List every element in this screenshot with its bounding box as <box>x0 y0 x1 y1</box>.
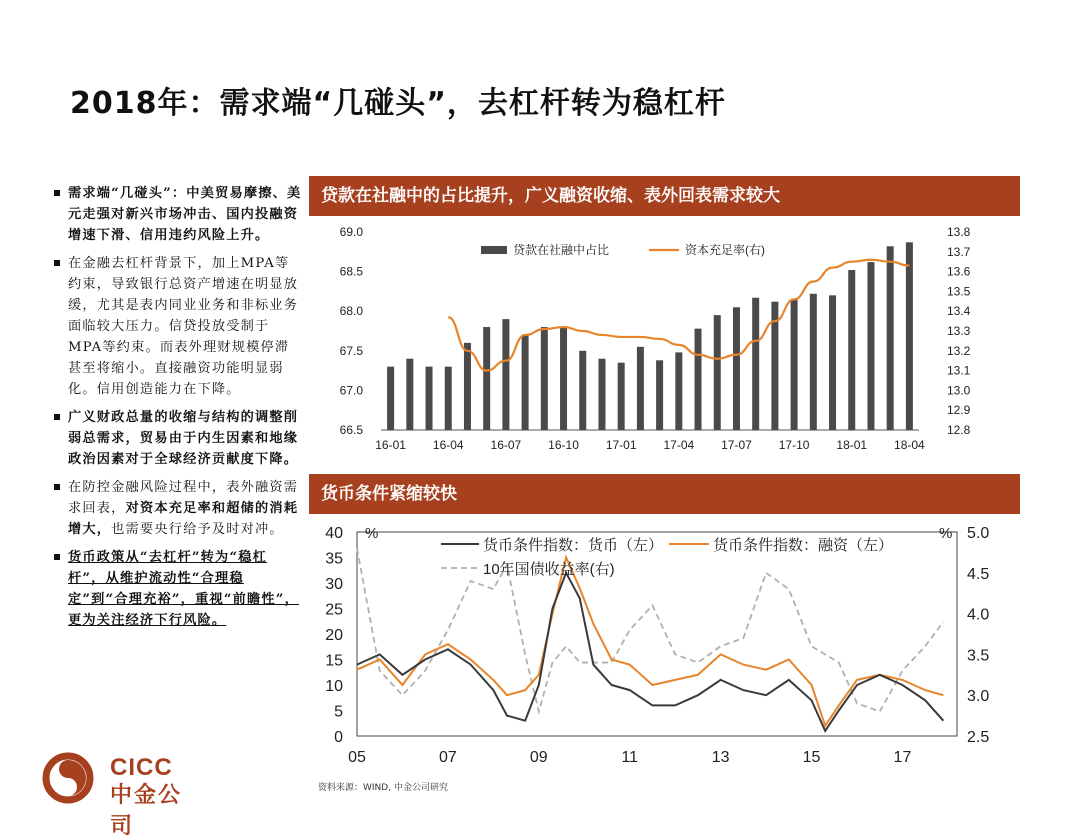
y2-tick-label: 12.8 <box>947 423 971 437</box>
bar <box>791 299 798 430</box>
x-tick-label: 17-01 <box>605 438 637 452</box>
bullet-list <box>52 183 302 638</box>
y-tick-label: 67.5 <box>339 343 363 358</box>
bar <box>637 347 644 430</box>
y-tick-label: 68.5 <box>339 264 363 279</box>
x-tick-label: 16-04 <box>432 438 464 452</box>
bullet-marker <box>54 554 60 560</box>
bar <box>656 360 663 430</box>
y-tick-label: 15 <box>325 652 343 670</box>
bar <box>752 298 759 430</box>
bar <box>445 367 452 430</box>
y2-tick-label: 3.5 <box>967 647 990 665</box>
y-tick-label: 20 <box>325 627 343 644</box>
y2-tick-label: 13.2 <box>947 343 971 358</box>
y2-tick-label: 13.3 <box>947 324 971 338</box>
y2-tick-label: 13.8 <box>947 225 971 239</box>
bar <box>867 262 874 430</box>
x-tick-label: 17-07 <box>721 438 752 452</box>
y2-tick-label: 4.5 <box>967 565 990 583</box>
bar <box>829 295 836 430</box>
bullet-highlight: 对资本充足率和超储的消耗增大， <box>68 501 299 537</box>
x-tick-label: 07 <box>439 749 457 766</box>
bar <box>483 327 490 430</box>
bar <box>618 363 625 430</box>
bullet-text: 在金融去杠杆背景下，加上MPA等约束，导致银行总资产增速在明显放缓，尤其是表内同业业务和非标业务面临较大压力。信贷投放受制于MPA等约束。而表外理财规模停滞甚至将缩小。直接融资功能明显弱化。信用创造能力在下降。 <box>68 256 299 397</box>
loan-share-chart <box>309 216 1020 464</box>
y2-tick-label: 12.9 <box>947 403 971 418</box>
bullet-marker <box>54 484 60 490</box>
y-tick-label: 68.0 <box>339 304 363 319</box>
y2-tick-label: 4.0 <box>967 606 990 624</box>
bar <box>733 307 740 430</box>
x-tick-label: 09 <box>529 749 548 766</box>
bullet-text: 广义财政总量的收缩与结构的调整削弱总需求，贸易由于内生因素和地缘政治因素对于全球经济贡献度下降。 <box>68 410 299 467</box>
logo-text-en: CICC <box>110 754 173 781</box>
legend-label: 贷款在社融中占比 <box>513 243 610 257</box>
x-tick-label: 11 <box>621 749 639 766</box>
y-tick-label: 30 <box>325 576 343 593</box>
bar <box>406 359 413 430</box>
bullet-lead: 需求端“几碰头”： <box>68 186 187 201</box>
bar <box>560 327 567 430</box>
bar <box>464 343 471 430</box>
y2-tick-label: 13.6 <box>947 264 971 279</box>
y2-tick-label: 13.7 <box>947 244 971 259</box>
bar <box>887 246 894 430</box>
x-tick-label: 17-04 <box>663 438 695 452</box>
y-tick-label: 10 <box>325 678 343 695</box>
page-title: 2018年：需求端“几碰头”，去杠杆转为稳杠杆 <box>70 86 726 121</box>
cicc-logo <box>40 752 200 839</box>
chart2-title: 货币条件紧缩较快 <box>309 474 1020 514</box>
x-tick-label: 16-07 <box>490 438 522 452</box>
source-note: 资料来源：WIND, 中金公司研究 <box>318 783 448 793</box>
x-tick-label: 16-01 <box>375 438 406 452</box>
bullet-marker <box>54 414 60 420</box>
y-tick-label: 67.0 <box>339 383 363 398</box>
bar <box>522 335 529 430</box>
x-tick-label: 18-04 <box>894 438 925 452</box>
bar <box>598 359 605 430</box>
y2-tick-label: 13.1 <box>947 363 971 378</box>
bullet-item <box>52 253 302 400</box>
chart1-title: 贷款在社融中的占比提升，广义融资收缩、表外回表需求较大 <box>309 176 1020 216</box>
bar <box>426 367 433 430</box>
y2-tick-label: 13.4 <box>947 304 971 319</box>
x-tick-label: 05 <box>348 749 366 766</box>
bar <box>848 270 855 430</box>
bullet-item <box>52 477 302 540</box>
y-tick-label: 5 <box>334 703 343 721</box>
x-tick-label: 17 <box>893 749 912 766</box>
bar <box>906 242 913 430</box>
x-tick-label: 17-10 <box>778 438 810 452</box>
x-tick-label: 13 <box>711 749 730 766</box>
bullet-item <box>52 407 302 470</box>
bullet-item <box>52 183 302 246</box>
x-tick-label: 18-01 <box>836 438 868 452</box>
legend-label: 货币条件指数：货币（左） <box>483 537 664 554</box>
bar <box>387 367 394 430</box>
y2-unit-label: % <box>939 525 953 542</box>
x-tick-label: 15 <box>802 749 821 766</box>
y2-tick-label: 2.5 <box>967 729 990 746</box>
bullet-marker <box>54 190 60 196</box>
bullet-tail: 也需要央行给予及时对冲。 <box>111 522 284 537</box>
bullet-item <box>52 547 302 631</box>
y-tick-label: 0 <box>334 729 343 746</box>
y2-tick-label: 5.0 <box>967 525 990 542</box>
x-tick-label: 16-10 <box>548 438 579 452</box>
logo-text-cn: 中金公司 <box>110 783 183 839</box>
bar <box>810 294 817 430</box>
y2-tick-label: 13.5 <box>947 284 971 299</box>
bar <box>714 315 721 430</box>
bullet-text: 货币政策从“去杠杆”转为“稳杠杆”，从维护流动性“合理稳定”到“合理充裕”，重视“前瞻性”，更为关注经济下行风险。 <box>68 550 299 628</box>
y-tick-label: 35 <box>325 550 343 568</box>
y-unit-label: % <box>365 525 379 542</box>
y-tick-label: 69.0 <box>339 225 363 239</box>
legend-label: 货币条件指数：融资（左） <box>713 537 894 554</box>
bullet-text: 中美贸易摩擦、美元走强对新兴市场冲击、国内投融资增速下滑、信用违约风险上升。 <box>68 186 302 243</box>
y-tick-label: 40 <box>325 525 343 542</box>
bar <box>695 329 702 430</box>
cicc-logo-icon <box>40 752 102 804</box>
legend-swatch <box>481 246 507 254</box>
y2-tick-label: 3.0 <box>967 688 990 706</box>
bar <box>502 319 509 430</box>
bar <box>675 352 682 430</box>
legend-label: 资本充足率(右) <box>685 243 765 257</box>
bullet-marker <box>54 260 60 266</box>
legend-label: 10年国债收益率(右) <box>483 561 615 578</box>
bar <box>541 327 548 430</box>
line-series <box>357 573 943 731</box>
y-tick-label: 25 <box>325 601 343 619</box>
bullet-lead: 在防控金融风险过程中，表外融资需求回表， <box>68 480 299 516</box>
y-tick-label: 66.5 <box>339 423 363 437</box>
bar <box>579 351 586 430</box>
y2-tick-label: 13.0 <box>947 383 971 398</box>
monetary-conditions-chart <box>309 514 1020 776</box>
